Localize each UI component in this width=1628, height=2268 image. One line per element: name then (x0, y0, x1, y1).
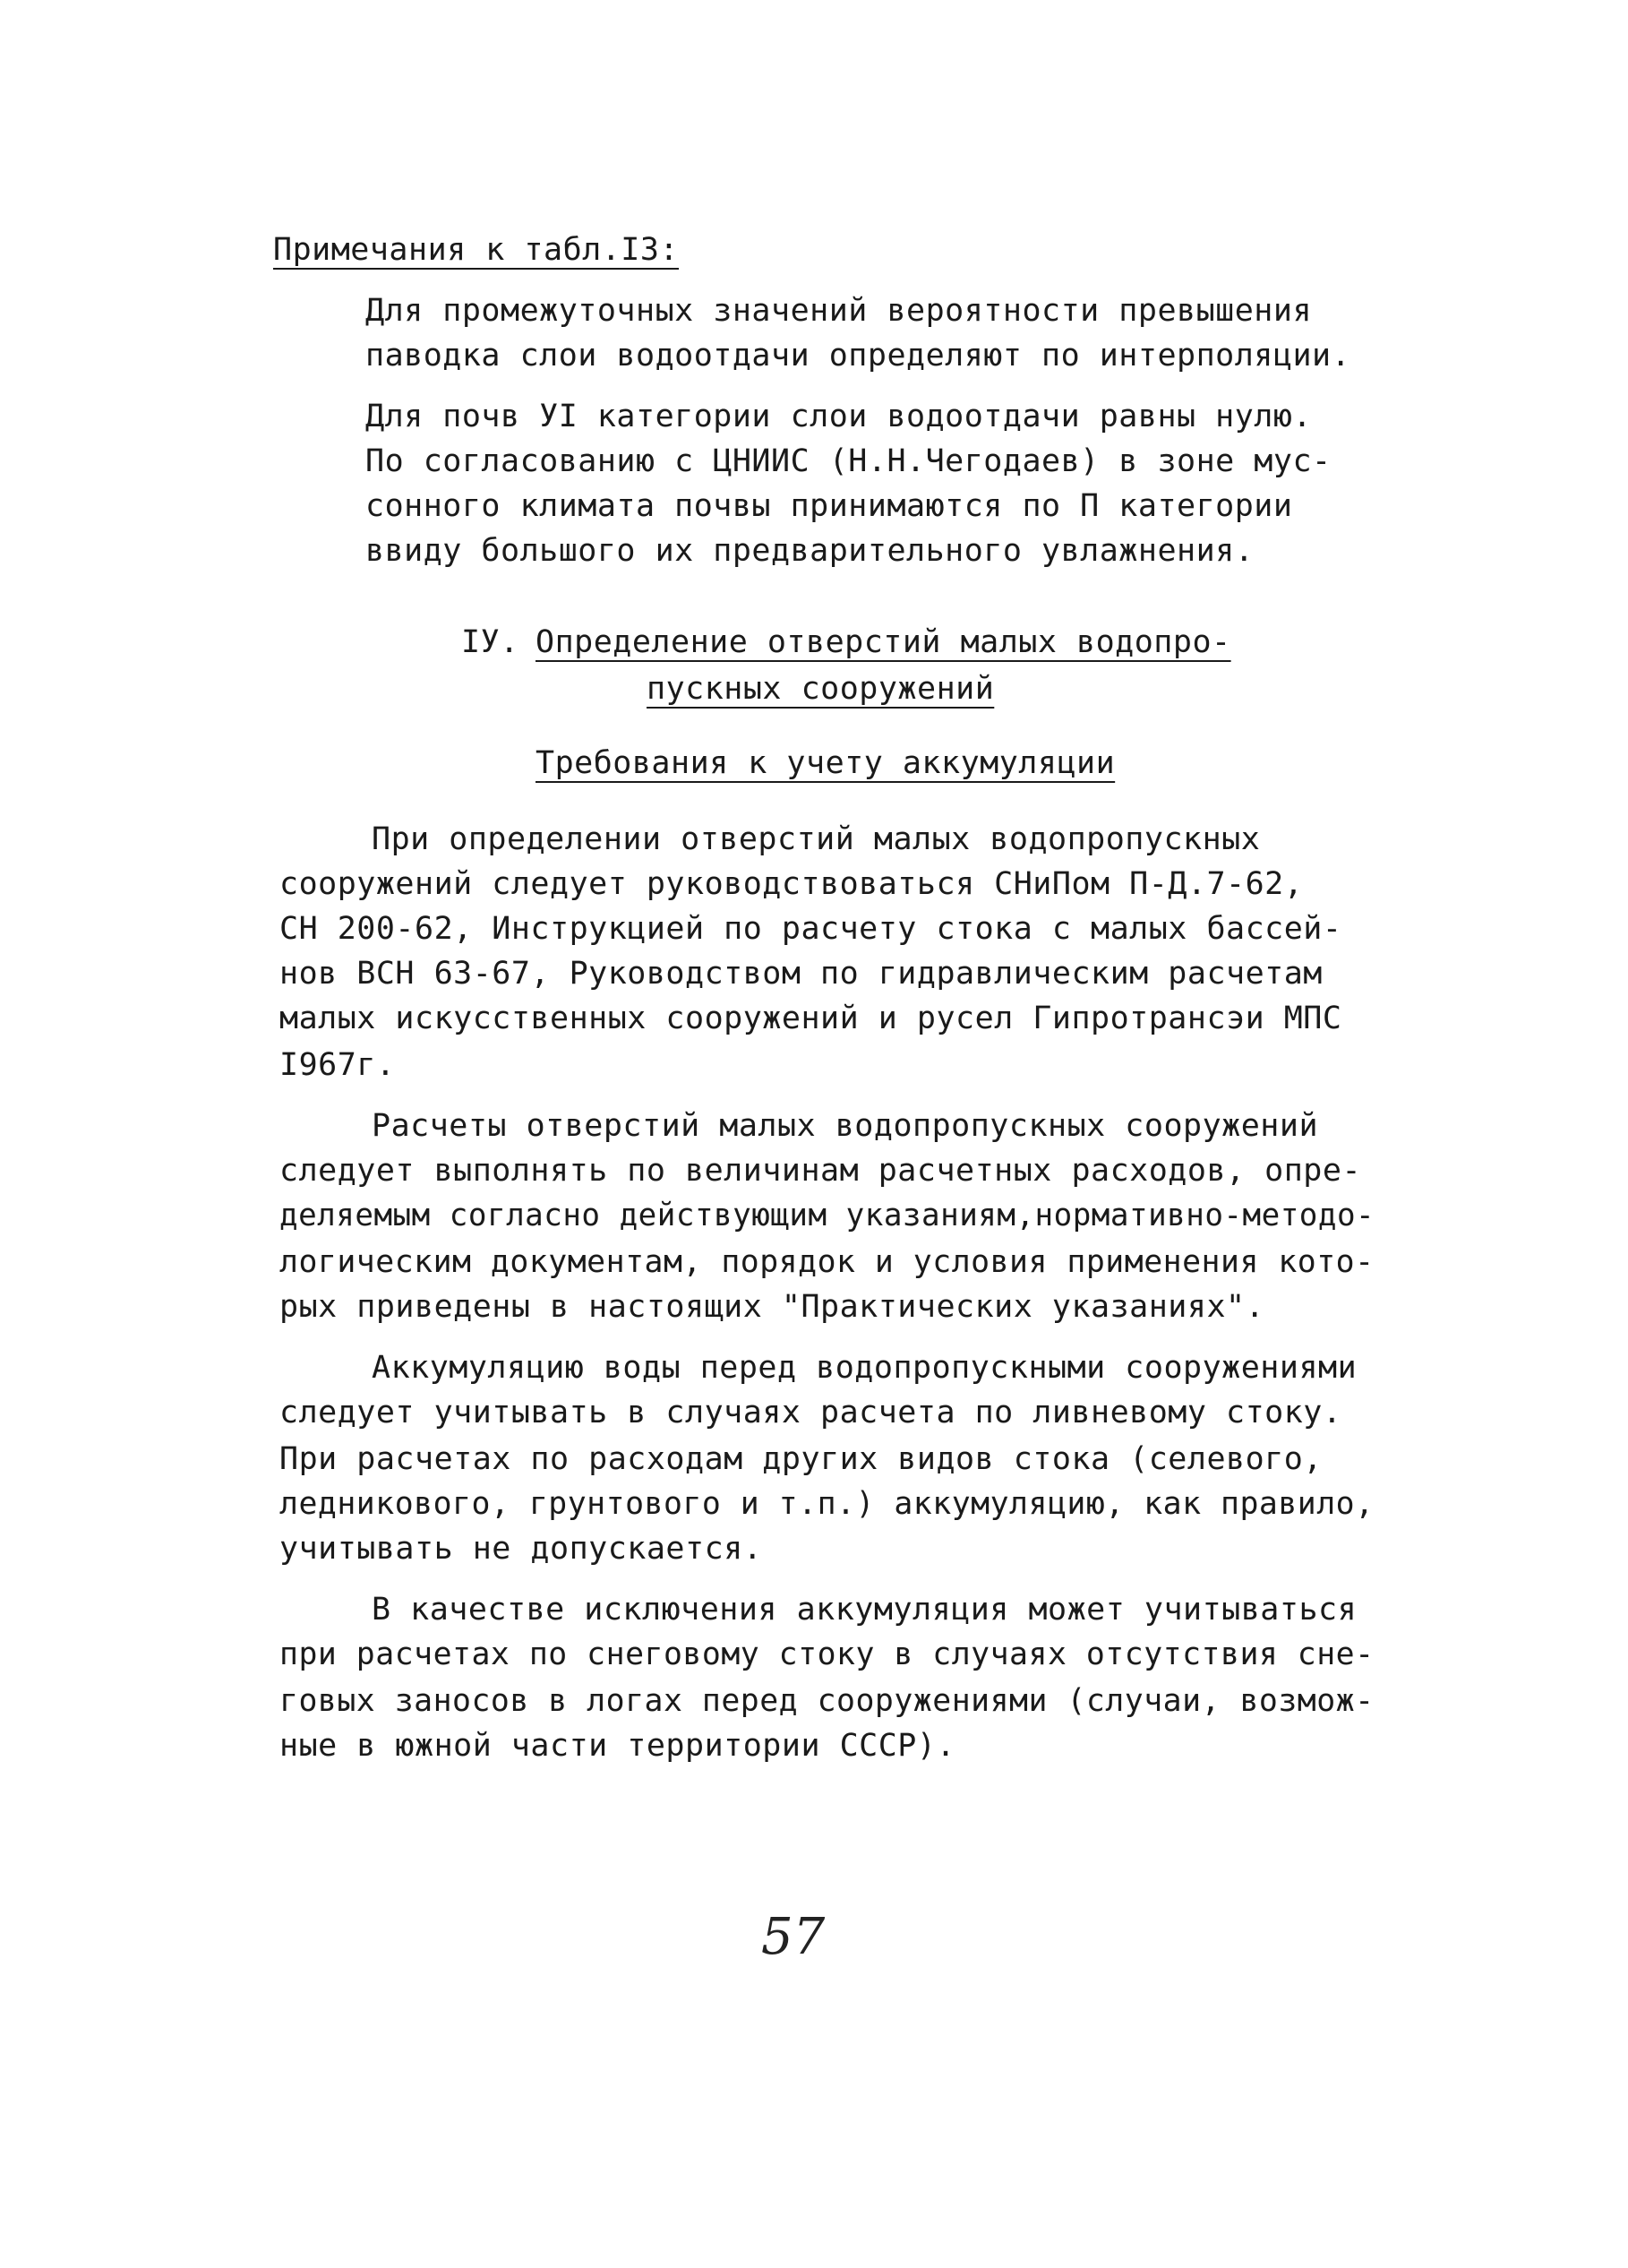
body-paragraph-3-line-4: ледникового, грунтового и т.п.) аккумуляцию, как правило, (279, 1486, 1375, 1522)
body-paragraph-4-line-1: В качестве исключения аккумуляция может учитываться (372, 1592, 1358, 1628)
page-number: 57 (761, 1908, 826, 1966)
body-paragraph-4-line-3: говых заносов в логах перед сооружениями (случаи, возмож- (279, 1683, 1375, 1719)
section-title-line-2: пускных сооружений (647, 671, 995, 707)
body-paragraph-4-line-2: при расчетах по снеговому стоку в случаях отсутствия сне- (279, 1637, 1375, 1672)
section-number: IУ. (461, 624, 519, 660)
notes-paragraph-2-line-2: По согласованию с ЦНИИС (Н.Н.Чегодаев) в зоне мус- (365, 443, 1332, 479)
body-paragraph-1-line-6: I967г. (279, 1047, 396, 1083)
body-paragraph-2-line-3: деляемым согласно действующим указаниям,нормативно-методо- (279, 1198, 1375, 1233)
body-paragraph-3-line-2: следует учитывать в случаях расчета по ливневому стоку. (279, 1395, 1342, 1430)
body-paragraph-1-line-3: СН 200-62, Инструкцией по расчету стока с малых бассей- (279, 911, 1342, 947)
body-paragraph-1-line-2: сооружений следует руководствоваться СНиПом П-Д.7-62, (279, 866, 1304, 902)
body-paragraph-1-line-4: нов ВСН 63-67, Руководством по гидравлическим расчетам (279, 956, 1323, 992)
body-paragraph-2-line-5: рых приведены в настоящих "Практических указаниях". (279, 1289, 1265, 1325)
notes-paragraph-1-line-2: паводка слои водоотдачи определяют по интерполяции. (365, 338, 1351, 374)
notes-paragraph-1-line-1: Для промежуточных значений вероятности превышения (365, 293, 1313, 329)
notes-paragraph-2-line-3: сонного климата почвы принимаются по П категории (365, 488, 1293, 524)
notes-paragraph-2-line-1: Для почв УI категории слои водоотдачи равны нулю. (365, 399, 1313, 434)
body-paragraph-3-line-3: При расчетах по расходам других видов стока (селевого, (279, 1441, 1323, 1477)
notes-heading: Примечания к табл.I3: (273, 232, 680, 268)
body-paragraph-4-line-4: ные в южной части территории СССР). (279, 1728, 956, 1764)
body-paragraph-2-line-4: логическим документам, порядок и условия применения кото- (279, 1244, 1375, 1280)
subsection-title: Требования к учету аккумуляции (536, 745, 1116, 781)
body-paragraph-1-line-1: При определении отверстий малых водопропускных (372, 821, 1261, 857)
body-paragraph-2-line-2: следует выполнять по величинам расчетных расходов, опре- (279, 1153, 1362, 1189)
section-title-line-1: Определение отверстий малых водопро- (536, 624, 1231, 660)
notes-paragraph-2-line-4: ввиду большого их предварительного увлажнения. (365, 533, 1255, 569)
body-paragraph-3-line-1: Аккумуляцию воды перед водопропускными сооружениями (372, 1350, 1358, 1386)
body-paragraph-3-line-5: учитывать не допускается. (279, 1531, 763, 1567)
body-paragraph-1-line-5: малых искусственных сооружений и русел Гипротрансэи МПС (279, 1001, 1342, 1036)
body-paragraph-2-line-1: Расчеты отверстий малых водопропускных сооружений (372, 1108, 1319, 1144)
